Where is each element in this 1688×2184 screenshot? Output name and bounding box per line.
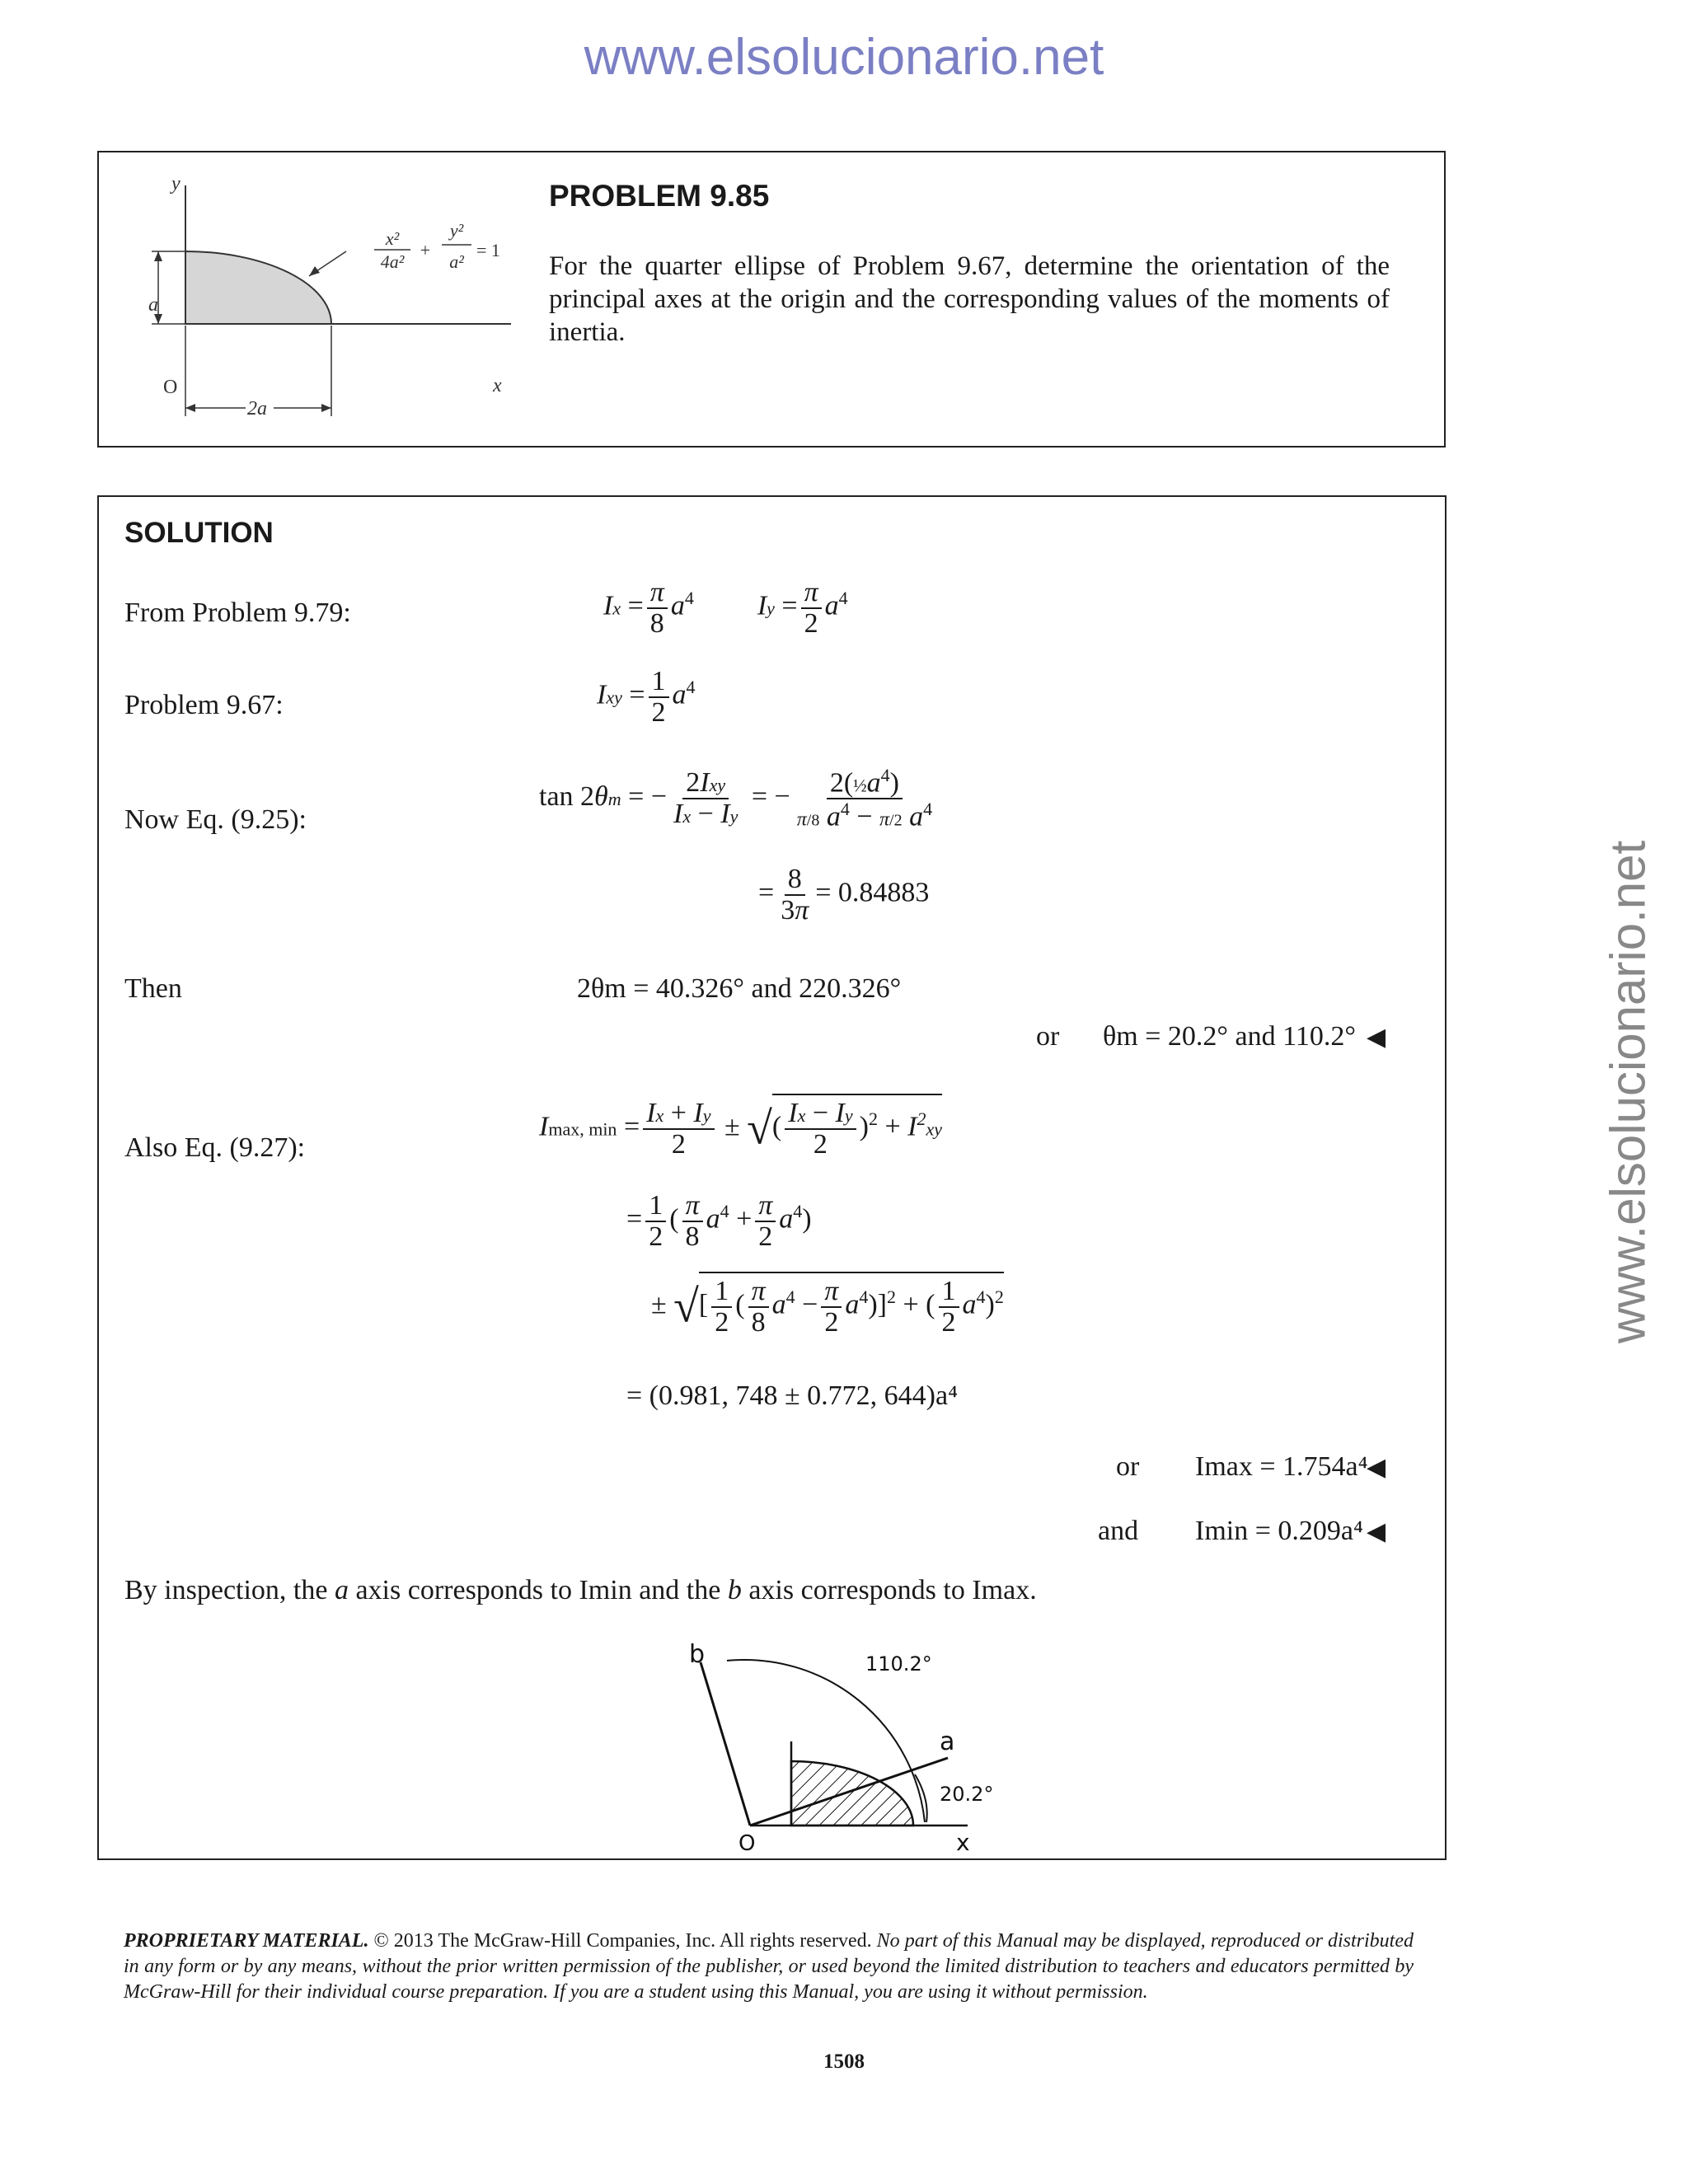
answer-marker: ◀ bbox=[1367, 1518, 1386, 1545]
svg-text:b: b bbox=[689, 1640, 706, 1669]
svg-text:x²: x² bbox=[385, 228, 400, 249]
also-label: Also Eq. (9.27): bbox=[124, 1132, 306, 1163]
half-sum-equation: = $\frac{1}{2}$ ( $\frac{\pi}{8}$ $a^4$ + $\frac{\pi}{2}$ $a^4$) bbox=[626, 1190, 812, 1252]
svg-text:a²: a² bbox=[449, 251, 464, 272]
sketch-b-axis bbox=[701, 1662, 750, 1825]
watermark-top: www.elsolucionario.net bbox=[584, 29, 1104, 86]
tan-equation: tan 2θm = − $\frac{\text{2Ixy}}{Ix - Iy}$ = − $\frac{2(\frac{1}{2}a^4)}{\pi/8 a^4 - \pi/2 a^4}$ bbox=[539, 765, 933, 832]
svg-text:= 1: = 1 bbox=[476, 240, 500, 260]
svg-text:+: + bbox=[420, 240, 431, 260]
p967-label: Problem 9.67: bbox=[124, 690, 284, 720]
footer-notice: PROPRIETARY MATERIAL. © 2013 The McGraw-Hill Companies, Inc. All rights reserved. No part of this Manual may be displayed, reproduced or distributed in any form or by any means, without the prior written permission of the publisher, or used beyond the limited distribution to teachers and educators permitted by McGraw-Hill for their individual course preparation. If you are a student using this Manual, you are using it without permission. bbox=[124, 1930, 1414, 2003]
ix-iy-equation: Ix = $\frac{\pi}{8}$ $a^4$ Iy = $\frac{\pi}{2}$ $a^4$ bbox=[603, 577, 848, 639]
imax-or: or bbox=[1116, 1451, 1140, 1482]
answer-marker: ◀ bbox=[1367, 1454, 1386, 1481]
svg-text:a: a bbox=[940, 1727, 955, 1756]
svg-text:O: O bbox=[738, 1831, 756, 1856]
imax-result: Imax = 1.754a⁴ bbox=[1195, 1451, 1368, 1482]
svg-text:x: x bbox=[956, 1829, 970, 1856]
quarter-ellipse-figure bbox=[99, 152, 511, 446]
page-number: 1508 bbox=[823, 2050, 865, 2073]
fig-y-label: y bbox=[171, 173, 181, 194]
sketch-quarter-ellipse bbox=[791, 1761, 913, 1825]
svg-text:y²: y² bbox=[449, 220, 464, 241]
principal-axes-sketch bbox=[618, 1634, 994, 1856]
theta-or: or bbox=[1036, 1021, 1060, 1052]
fig-width-label: 2a bbox=[247, 398, 267, 419]
imin-and: and bbox=[1098, 1516, 1139, 1546]
solution-box bbox=[97, 495, 1447, 1860]
fig-height-label: a bbox=[148, 294, 158, 316]
problem-box bbox=[97, 151, 1446, 448]
svg-text:20.2°: 20.2° bbox=[940, 1783, 994, 1806]
ixy-equation: Ixy = $\frac{1}{2}$ $a^4$ bbox=[597, 666, 696, 728]
then-equation: 2θm = 40.326° and 220.326° bbox=[577, 973, 902, 1004]
expand-result: = (0.981, 748 ± 0.772, 644)a⁴ bbox=[626, 1380, 958, 1411]
svg-text:110.2°: 110.2° bbox=[865, 1652, 932, 1675]
tan-value: = $\frac{8}{3\pi}$ = 0.84883 bbox=[758, 864, 930, 926]
problem-title: PROBLEM 9.85 bbox=[549, 179, 770, 213]
watermark-side: www.elsolucionario.net bbox=[1600, 840, 1656, 1344]
imaxmin-equation: Imax, min = $\frac{Ix + Iy}{2}$ ± √( $\frac{Ix - Iy}{2}$ )$^2 + I^2xy$ bbox=[539, 1094, 942, 1159]
theta-result: θm = 20.2° and 110.2° bbox=[1103, 1021, 1356, 1052]
imin-result: Imin = 0.209a⁴ bbox=[1195, 1516, 1363, 1546]
then-label: Then bbox=[124, 973, 182, 1004]
fig-origin-label: O bbox=[163, 377, 178, 398]
fig-x-label: x bbox=[493, 375, 502, 396]
inspection-sentence: By inspection, the a axis corresponds to Imin and the b axis corresponds to Imax. bbox=[124, 1575, 1037, 1605]
problem-text: For the quarter ellipse of Problem 9.67, determine the orientation of the principal axes at the origin and the corresponding values of the moments of inertia. bbox=[549, 251, 1390, 347]
now-label: Now Eq. (9.25): bbox=[124, 804, 307, 835]
solution-heading: SOLUTION bbox=[124, 517, 274, 549]
radical-equation: ± √[ $\frac{1}{2}$ ( $\frac{\pi}{8}$ $a^4$ − $\frac{\pi}{2}$ $a^4)]^2$ + ( $\frac{1}{2}$ $a^4)^2$ bbox=[651, 1272, 1004, 1337]
from-label: From Problem 9.79: bbox=[124, 598, 351, 628]
answer-marker: ◀ bbox=[1367, 1024, 1386, 1051]
quarter-ellipse-area bbox=[185, 251, 331, 324]
svg-text:4a²: 4a² bbox=[380, 251, 405, 272]
